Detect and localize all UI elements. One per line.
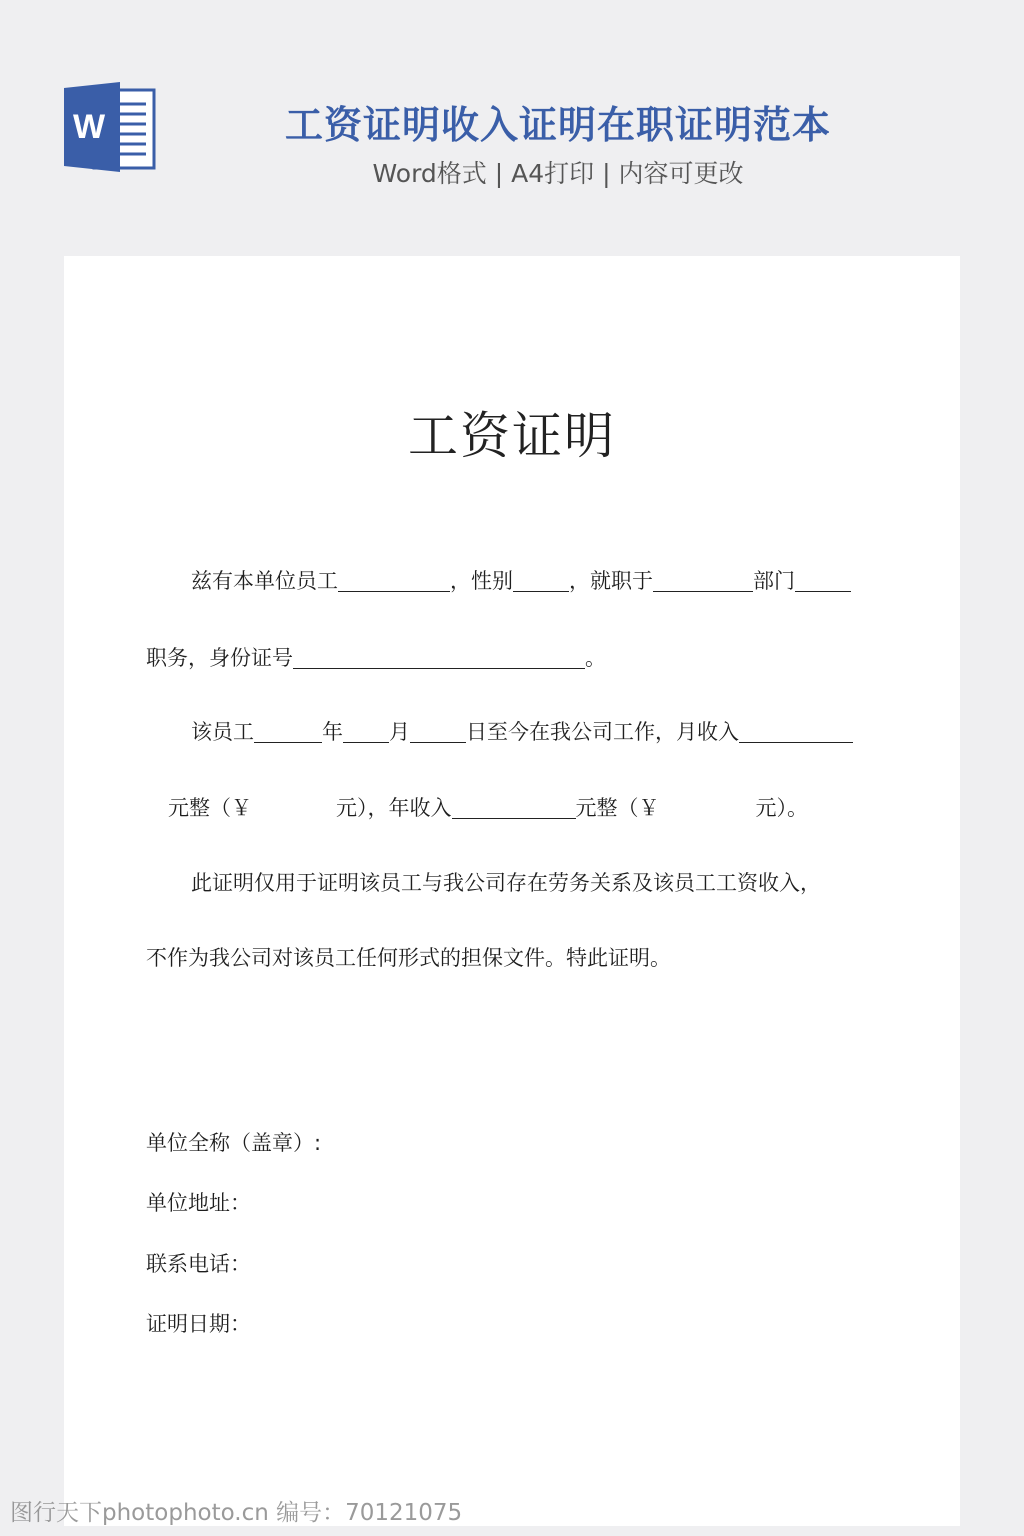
blank-department[interactable]	[653, 569, 753, 592]
banner-subtitle: Word格式 | A4打印 | 内容可更改	[372, 159, 744, 188]
text-month: 月	[389, 720, 410, 744]
paragraph-disclaimer: 不作为我公司对该员工任何形式的担保文件。特此证明。	[146, 946, 671, 970]
text-monthly-close: 元），年收入	[336, 796, 452, 820]
paragraph-purpose: 此证明仅用于证明该员工与我公司存在劳务关系及该员工工资收入，	[191, 871, 821, 895]
text-dept: ，就职于	[569, 569, 653, 593]
document-title: 工资证明	[408, 407, 616, 465]
watermark-text: 图行天下photophoto.cn 编号：70121075	[10, 1500, 463, 1526]
field-contact-phone: 联系电话：	[146, 1252, 251, 1276]
field-company-address: 单位地址：	[146, 1191, 251, 1215]
blank-month[interactable]	[343, 720, 389, 743]
blank-day[interactable]	[410, 720, 466, 743]
svg-text:W: W	[72, 108, 106, 146]
text-dept-suffix: 部门	[753, 569, 795, 593]
paragraph-employment-date	[191, 717, 853, 747]
blank-name[interactable]	[338, 569, 450, 592]
blank-monthly-income[interactable]	[739, 720, 853, 743]
blank-position[interactable]	[795, 569, 851, 592]
banner-title: 工资证明收入证明在职证明范本	[284, 103, 831, 147]
text-position-id: 职务，身份证号	[146, 646, 293, 670]
paragraph-id-number	[146, 643, 606, 673]
blank-id-number[interactable]	[293, 646, 585, 669]
text-employee: 该员工	[191, 720, 254, 744]
text-lead: 兹有本单位员工	[191, 569, 338, 593]
text-gender: ，性别	[450, 569, 513, 593]
word-doc-icon	[64, 82, 156, 172]
blank-gender[interactable]	[513, 569, 569, 592]
blank-annual-income[interactable]	[452, 796, 576, 819]
paragraph-income	[168, 793, 808, 823]
text-year: 年	[322, 720, 343, 744]
blank-year[interactable]	[254, 720, 322, 743]
text-day-income: 日至今在我公司工作，月收入	[466, 720, 739, 744]
paragraph-employee-info	[191, 566, 851, 596]
text-annual-close: 元）。	[755, 796, 808, 820]
field-certificate-date: 证明日期：	[146, 1312, 251, 1336]
text-annual-unit: 元整（￥	[575, 796, 660, 820]
field-company-name: 单位全称（盖章）:	[146, 1131, 322, 1155]
text-end: 。	[585, 646, 606, 670]
text-monthly-unit: 元整（￥	[168, 796, 252, 820]
